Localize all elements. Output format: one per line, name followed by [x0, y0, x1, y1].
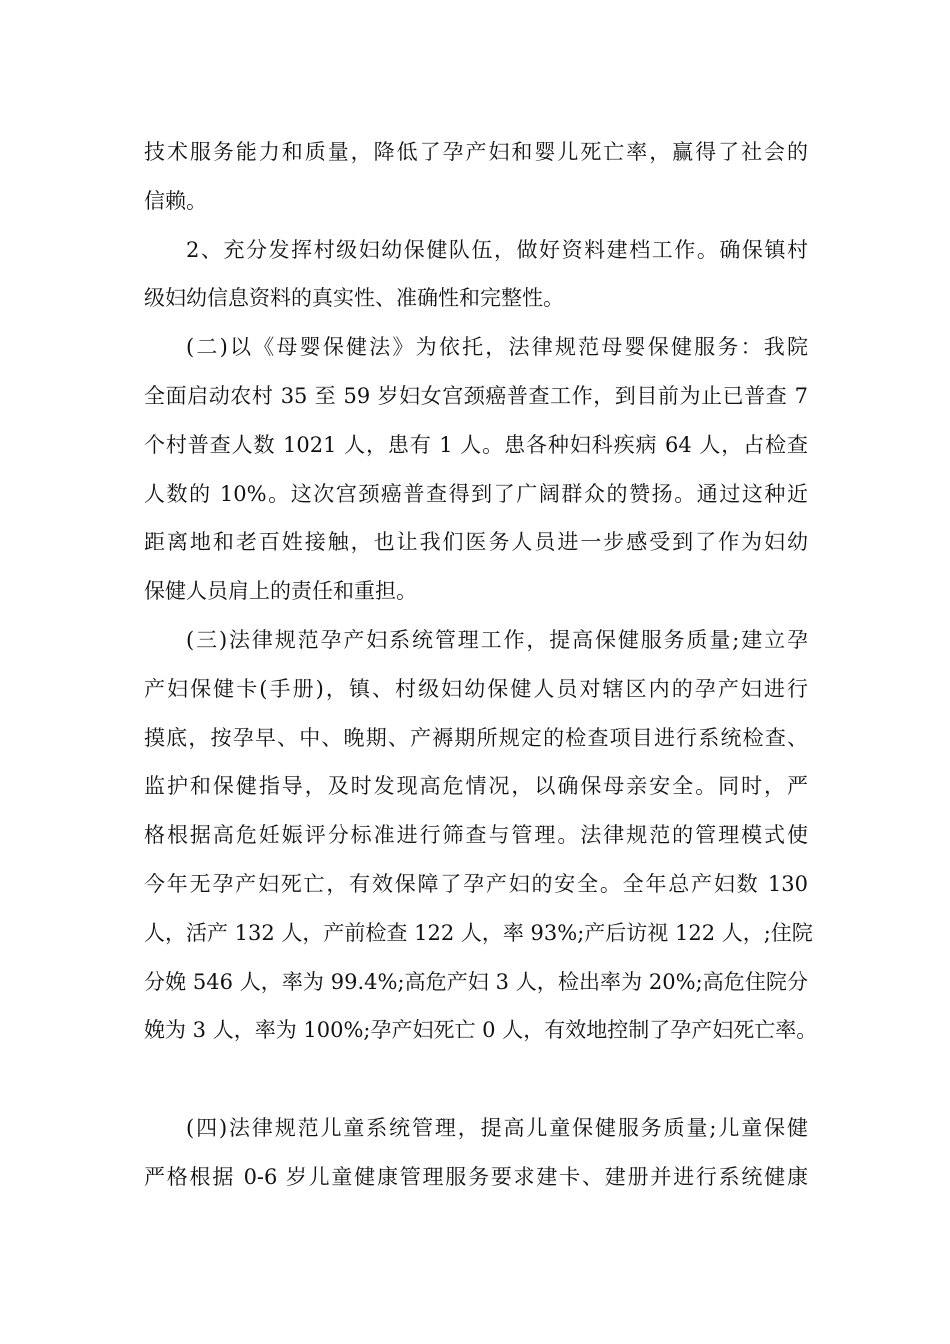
text-line: 分娩 546 人，率为 99.4%;高危产妇 3 人，检出率为 20%;高危住院分	[144, 969, 808, 994]
text-line: 技术服务能力和质量，降低了孕产妇和婴儿死亡率，赢得了社会的	[144, 140, 808, 164]
text-line: 监护和保健指导，及时发现高危情况，以确保母亲安全。同时，严	[144, 774, 808, 799]
paragraph-start-line: (三)法律规范孕产妇系统管理工作，提高保健服务质量;建立孕	[186, 627, 808, 652]
text-line: 全面启动农村 35 至 59 岁妇女宫颈癌普查工作，到目前为止已普查 7	[144, 383, 808, 408]
paragraph-gap	[144, 1055, 808, 1104]
text-line: 格根据高危妊娠评分标准进行筛查与管理。法律规范的管理模式使	[144, 823, 808, 848]
text-line: 级妇幼信息资料的真实性、准确性和完整性。	[144, 286, 564, 311]
document-body	[144, 128, 818, 1202]
text-line: 距离地和老百姓接触，也让我们医务人员进一步感受到了作为妇幼	[144, 530, 808, 555]
paragraph-start-line: 2、充分发挥村级妇幼保健队伍，做好资料建档工作。确保镇村	[186, 237, 808, 262]
text-line: 人，活产 132 人，产前检查 122 人，率 93%;产后访视 122 人，;住院	[144, 920, 813, 945]
paragraph-start-line: (二)以《母婴保健法》为依托，法律规范母婴保健服务：我院	[186, 335, 808, 360]
text-line: 摸底，按孕早、中、晚期、产褥期所规定的检查项目进行系统检查、	[144, 725, 808, 750]
text-line: 今年无孕产妇死亡，有效保障了孕产妇的安全。全年总产妇数 130	[144, 871, 808, 896]
text-line: 产妇保健卡(手册)，镇、村级妇幼保健人员对辖区内的孕产妇进行	[144, 676, 808, 701]
text-line: 信赖。	[144, 188, 207, 213]
text-line: 严格根据 0-6 岁儿童健康管理服务要求建卡、建册并进行系统健康	[144, 1164, 808, 1189]
text-line: 娩为 3 人，率为 100%;孕产妇死亡 0 人，有效地控制了孕产妇死亡率。	[144, 1018, 818, 1043]
text-line: 人数的 10%。这次宫颈癌普查得到了广阔群众的赞扬。通过这种近	[144, 481, 808, 506]
paragraph-start-line: (四)法律规范儿童系统管理，提高儿童保健服务质量;儿童保健	[186, 1115, 808, 1140]
text-line: 个村普查人数 1021 人，患有 1 人。患各种妇科疾病 64 人，占检查	[144, 432, 808, 457]
text-line: 保健人员肩上的责任和重担。	[144, 579, 417, 604]
